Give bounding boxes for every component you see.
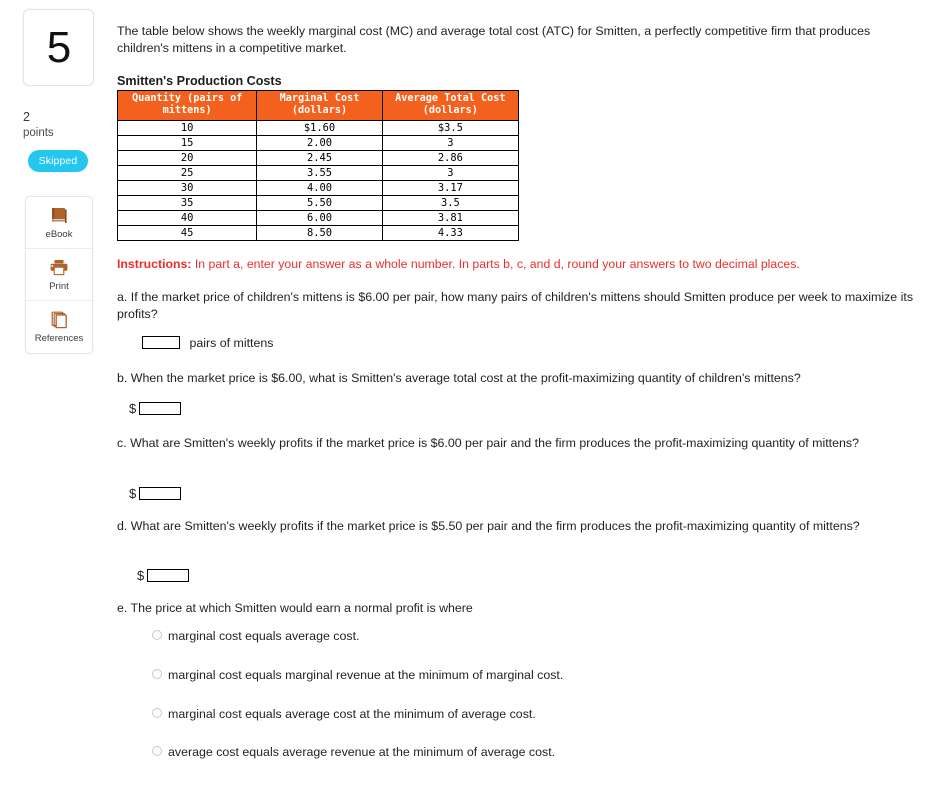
- column-header-quantity: Quantity (pairs of mittens): [118, 91, 257, 121]
- ebook-button[interactable]: [26, 197, 92, 249]
- radio-button-icon[interactable]: [152, 746, 162, 756]
- printer-icon: [48, 258, 70, 278]
- option-label-1: marginal cost equals average cost.: [168, 629, 360, 643]
- table-row: [118, 211, 519, 226]
- question-number-box: [23, 9, 94, 86]
- answer-input-b[interactable]: [139, 402, 181, 415]
- radio-button-icon[interactable]: [152, 708, 162, 718]
- references-button[interactable]: [26, 301, 92, 353]
- instructions-text: In part a, enter your answer as a whole number. In parts b, c, and d, round your answers to two decimal places.: [191, 257, 800, 271]
- cell-average-total-cost: 3.17: [382, 181, 518, 196]
- instructions-label: Instructions:: [117, 257, 192, 271]
- answer-row-c: [129, 485, 181, 503]
- cell-quantity: 35: [118, 196, 257, 211]
- answer-unit-a: pairs of mittens: [189, 336, 274, 350]
- question-part-a: a. If the market price of children's mittens is $6.00 per pair, how many pairs of children's mittens should Smitten produce per week to maximize its profits?: [117, 290, 914, 321]
- cell-marginal-cost: $1.60: [257, 121, 382, 136]
- table-row: [118, 121, 519, 136]
- references-label: References: [34, 333, 84, 344]
- cell-marginal-cost: 6.00: [257, 211, 382, 226]
- option-row-4[interactable]: [152, 744, 555, 761]
- cell-marginal-cost: 3.55: [257, 166, 382, 181]
- cell-average-total-cost: 3.5: [382, 196, 518, 211]
- production-costs-table: [117, 90, 519, 241]
- intro-text: The table below shows the weekly marginal cost (MC) and average total cost (ATC) for Smitten, a perfectly competitive firm that produces children's mittens in a competitive market.: [117, 24, 871, 55]
- print-button[interactable]: [26, 249, 92, 301]
- option-label-2: marginal cost equals marginal revenue at the minimum of marginal cost.: [168, 668, 564, 682]
- question-number: 5: [46, 22, 71, 72]
- table-row: [118, 181, 519, 196]
- radio-button-icon[interactable]: [152, 630, 162, 640]
- currency-symbol-d: $: [137, 568, 145, 583]
- column-header-average-total-cost: Average Total Cost (dollars): [382, 91, 518, 121]
- points-label: points: [23, 127, 54, 139]
- cell-marginal-cost: 5.50: [257, 196, 382, 211]
- table-row: [118, 196, 519, 211]
- book-icon: [48, 206, 70, 226]
- answer-input-c[interactable]: [139, 487, 181, 500]
- cell-average-total-cost: 3: [382, 166, 518, 181]
- cell-quantity: 45: [118, 226, 257, 241]
- cell-average-total-cost: $3.5: [382, 121, 518, 136]
- status-badge-label: Skipped: [38, 155, 78, 167]
- table-title: Smitten's Production Costs: [117, 74, 282, 88]
- option-label-4: average cost equals average revenue at the minimum of average cost.: [168, 745, 556, 759]
- cell-average-total-cost: 3: [382, 136, 518, 151]
- option-label-3: marginal cost equals average cost at the minimum of average cost.: [168, 707, 536, 721]
- question-part-c: c. What are Smitten's weekly profits if the market price is $6.00 per pair and the firm produces the profit-maximizing quantity of mittens?: [117, 436, 859, 450]
- print-label: Print: [49, 280, 69, 292]
- table-row: [118, 136, 519, 151]
- table-header-row: [118, 91, 519, 121]
- answer-row-d: [137, 567, 189, 585]
- cell-quantity: 10: [118, 121, 257, 136]
- cell-quantity: 40: [118, 211, 257, 226]
- table-row: [118, 166, 519, 181]
- table-row: [118, 151, 519, 166]
- currency-symbol-b: $: [129, 401, 137, 416]
- radio-button-icon[interactable]: [152, 669, 162, 679]
- currency-symbol-c: $: [129, 486, 137, 501]
- tool-panel: [25, 196, 93, 354]
- option-row-3[interactable]: [152, 706, 536, 723]
- cell-average-total-cost: 3.81: [382, 211, 518, 226]
- question-part-d: d. What are Smitten's weekly profits if the market price is $5.50 per pair and the firm produces the profit-maximizing quantity of mittens?: [117, 519, 860, 533]
- cell-quantity: 30: [118, 181, 257, 196]
- cell-average-total-cost: 4.33: [382, 226, 518, 241]
- instructions: [117, 256, 917, 272]
- cell-quantity: 15: [118, 136, 257, 151]
- cell-quantity: 25: [118, 166, 257, 181]
- table-row: [118, 226, 519, 241]
- cell-marginal-cost: 2.00: [257, 136, 382, 151]
- answer-input-a[interactable]: [142, 336, 180, 349]
- cell-quantity: 20: [118, 151, 257, 166]
- question-sidebar: [0, 0, 112, 804]
- answer-input-d[interactable]: [147, 569, 189, 582]
- references-icon: [48, 310, 70, 330]
- answer-row-a: [142, 335, 273, 352]
- points-value: 2: [23, 110, 30, 124]
- cell-marginal-cost: 2.45: [257, 151, 382, 166]
- column-header-marginal-cost: Marginal Cost (dollars): [257, 91, 382, 121]
- question-part-e: e. The price at which Smitten would earn a normal profit is where: [117, 601, 473, 615]
- status-badge[interactable]: [28, 150, 88, 172]
- option-row-2[interactable]: [152, 667, 563, 684]
- cell-average-total-cost: 2.86: [382, 151, 518, 166]
- question-content: [112, 0, 936, 804]
- answer-row-b: [129, 400, 181, 418]
- cell-marginal-cost: 4.00: [257, 181, 382, 196]
- cell-marginal-cost: 8.50: [257, 226, 382, 241]
- question-part-b: b. When the market price is $6.00, what is Smitten's average total cost at the profit-maximizing quantity of children's mittens?: [117, 371, 801, 385]
- ebook-label: eBook: [45, 228, 73, 240]
- option-row-1[interactable]: [152, 628, 359, 645]
